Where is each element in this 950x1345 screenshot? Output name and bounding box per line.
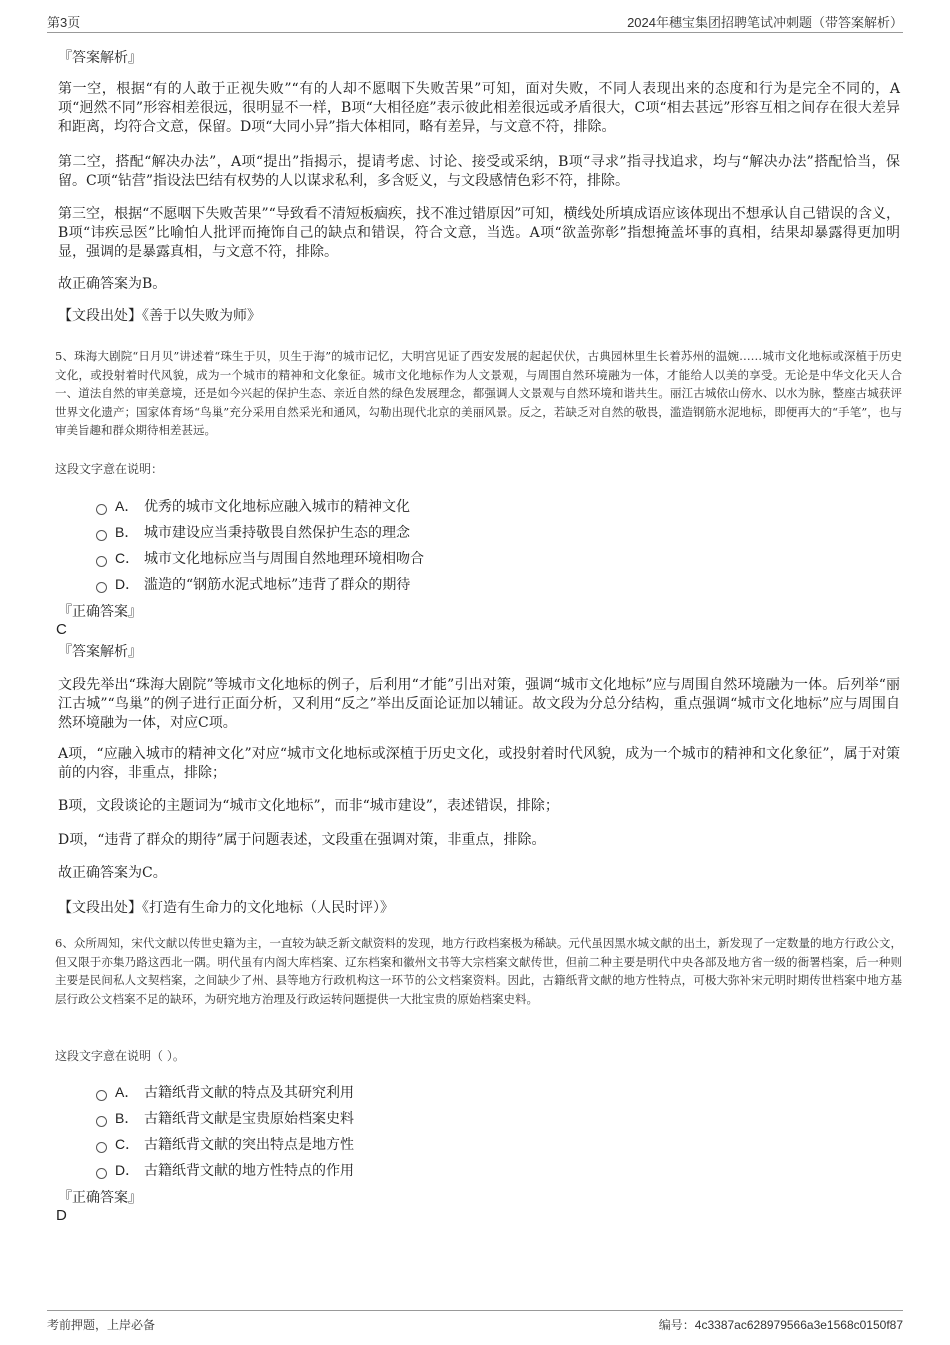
q5-analysis-para-1: 文段先举出“珠海大剧院”等城市文化地标的例子，后利用“才能”引出对策，强调“城市文化地标”应与周围自然环境融为一体。后列举“丽江古城”“鸟巢”的例子进行正面分析，又利用“反之”举出反面论证加以辅证。故文段为分总分结构，重点强调“城市文化地标”应与周围自然环境融为一体，对应C项。 — [58, 677, 900, 731]
q5-analysis-para-3: B项，文段谈论的主题词为“城市文化地标”，而非“城市建设”，表述错误，排除； — [58, 798, 559, 814]
q5-option-c[interactable]: C． 城市文化地标应当与周围自然地理环境相吻合 — [96, 549, 424, 568]
q6-correct-answer: D — [56, 1207, 67, 1224]
footer-serial: 编号：4c3387ac628979566a3e1568c0150f87 — [658, 1318, 903, 1332]
radio-icon[interactable] — [96, 556, 107, 567]
page-header — [47, 10, 903, 33]
q4-conclusion: 故正确答案为B。 — [58, 276, 167, 292]
radio-icon[interactable] — [96, 530, 107, 541]
q5-stem: 5、珠海大剧院“日月贝”讲述着“珠生于贝，贝生于海”的城市记忆，大明宫见证了西安发展的起起伏伏，古典园林里生长着苏州的温婉……城市文化地标或深植于历史文化，或投射着时代风貌，成为一个城市的精神和文化象征。城市文化地标作为人文景观，与周围自然环境融为一体，才能给人以美的享受。无论是中华文化天人合一、道法自然的审美意境，还是如今兴起的保护生态、亲近自然的绿色发展理念，都强调人文景观与自然环境和谐共生。丽江古城依山傍水、以水为脉，整座古城获评世界文化遗产；国家体育场“鸟巢”充分采用自然采光和通风，勾勒出现代北京的美丽风景。反之，若缺乏对自然的敬畏，滥造钢筋水泥地标，即便再大的“手笔”，也与审美旨趣和群众期待相差甚远。 — [55, 349, 902, 437]
q5-option-b[interactable]: B． 城市建设应当秉持敬畏自然保护生态的理念 — [96, 523, 410, 542]
q4-analysis-heading: 『答案解析』 — [58, 50, 142, 66]
q4-analysis-para-1: 第一空，根据“有的人敢于正视失败”“有的人却不愿咽下失败苦果”可知，面对失败，不同人表现出来的态度和行为是完全不同的，A项“迥然不同”形容相差很远，很明显不一样，B项“大相径庭”表示彼此相差很远或矛盾很大，C项“相去甚远”形容互相之间存在很大差异和距离，均符合文意，保留。D项“大同小异”指大体相同，略有差异，与文意不符，排除。 — [58, 81, 900, 135]
q5-option-a[interactable]: A． 优秀的城市文化地标应融入城市的精神文化 — [96, 497, 410, 516]
q5-source: 【文段出处】《打造有生命力的文化地标（人民时评）》 — [58, 900, 394, 916]
q5-conclusion: 故正确答案为C。 — [58, 865, 167, 881]
q4-source: 【文段出处】《善于以失败为师》 — [58, 308, 261, 324]
q6-option-d[interactable]: D． 古籍纸背文献的地方性特点的作用 — [96, 1161, 354, 1180]
q5-analysis-para-4: D项，“违背了群众的期待”属于问题表述，文段重在强调对策，非重点，排除。 — [58, 832, 546, 848]
radio-icon[interactable] — [96, 582, 107, 593]
radio-icon[interactable] — [96, 1116, 107, 1127]
radio-icon[interactable] — [96, 1168, 107, 1179]
q6-stem: 6、众所周知，宋代文献以传世史籍为主，一直较为缺乏新文献资料的发现，地方行政档案极为稀缺。元代虽因黑水城文献的出土，新发现了一定数量的地方行政公文，但又限于亦集乃路这西北一隅。明代虽有内阁大库档案、辽东档案和徽州文书等大宗档案文献传世，但前二种主要是明代中央各部及地方省一级的衙署档案，后一种则主要是民间私人文契档案，之间缺少了州、县等地方行政机构这一环节的公文档案资料。因此，古籍纸背文献的地方性特点，可极大弥补宋元明时期传世档案中地方基层行政公文档案不足的缺环，为研究地方治理及行政运转问题提供一大批宝贵的原始档案史料。 — [55, 936, 902, 1006]
q5-correct-answer: C — [56, 621, 67, 638]
q4-analysis-para-3: 第三空，根据“不愿咽下失败苦果”“导致看不清短板痼疾，找不准过错原因”可知，横线处所填成语应该体现出不想承认自己错误的含义，B项“讳疾忌医”比喻怕人批评而掩饰自己的缺点和错误，符合文意，当选。A项“欲盖弥彰”指想掩盖坏事的真相，结果却暴露得更加明显，强调的是暴露真相，与文意不符，排除。 — [58, 206, 900, 260]
q5-prompt: 这段文字意在说明： — [55, 462, 164, 476]
q5-analysis-para-2: A项，“应融入城市的精神文化”对应“城市文化地标或深植于历史文化，或投射着时代风貌，成为一个城市的精神和文化象征”，属于对策前的内容，非重点，排除； — [58, 746, 900, 781]
radio-icon[interactable] — [96, 504, 107, 515]
radio-icon[interactable] — [96, 1090, 107, 1101]
q6-option-a[interactable]: A． 古籍纸背文献的特点及其研究利用 — [96, 1083, 354, 1102]
q4-analysis-para-2: 第二空，搭配“解决办法”，A项“提出”指揭示，提请考虑、讨论、接受或采纳，B项“寻求”指寻找追求，均与“解决办法”搭配恰当，保留。C项“钻营”指设法巴结有权势的人以谋求私利，多含贬义，与文段感情色彩不符，排除。 — [58, 154, 900, 189]
page-footer — [47, 1310, 903, 1337]
q6-prompt: 这段文字意在说明（ ）。 — [55, 1049, 185, 1063]
radio-icon[interactable] — [96, 1142, 107, 1153]
q5-analysis-heading: 『答案解析』 — [58, 644, 142, 660]
page-number: 第3页 — [47, 15, 81, 30]
q6-answer-heading: 『正确答案』 — [58, 1190, 142, 1206]
footer-slogan: 考前押题，上岸必备 — [47, 1318, 156, 1332]
document-title: 2024年穗宝集团招聘笔试冲刺题（带答案解析） — [627, 15, 903, 30]
q6-option-c[interactable]: C． 古籍纸背文献的突出特点是地方性 — [96, 1135, 354, 1154]
q6-option-b[interactable]: B． 古籍纸背文献是宝贵原始档案史料 — [96, 1109, 354, 1128]
q5-option-d[interactable]: D． 滥造的“钢筋水泥式地标”违背了群众的期待 — [96, 575, 410, 594]
q5-answer-heading: 『正确答案』 — [58, 604, 142, 620]
